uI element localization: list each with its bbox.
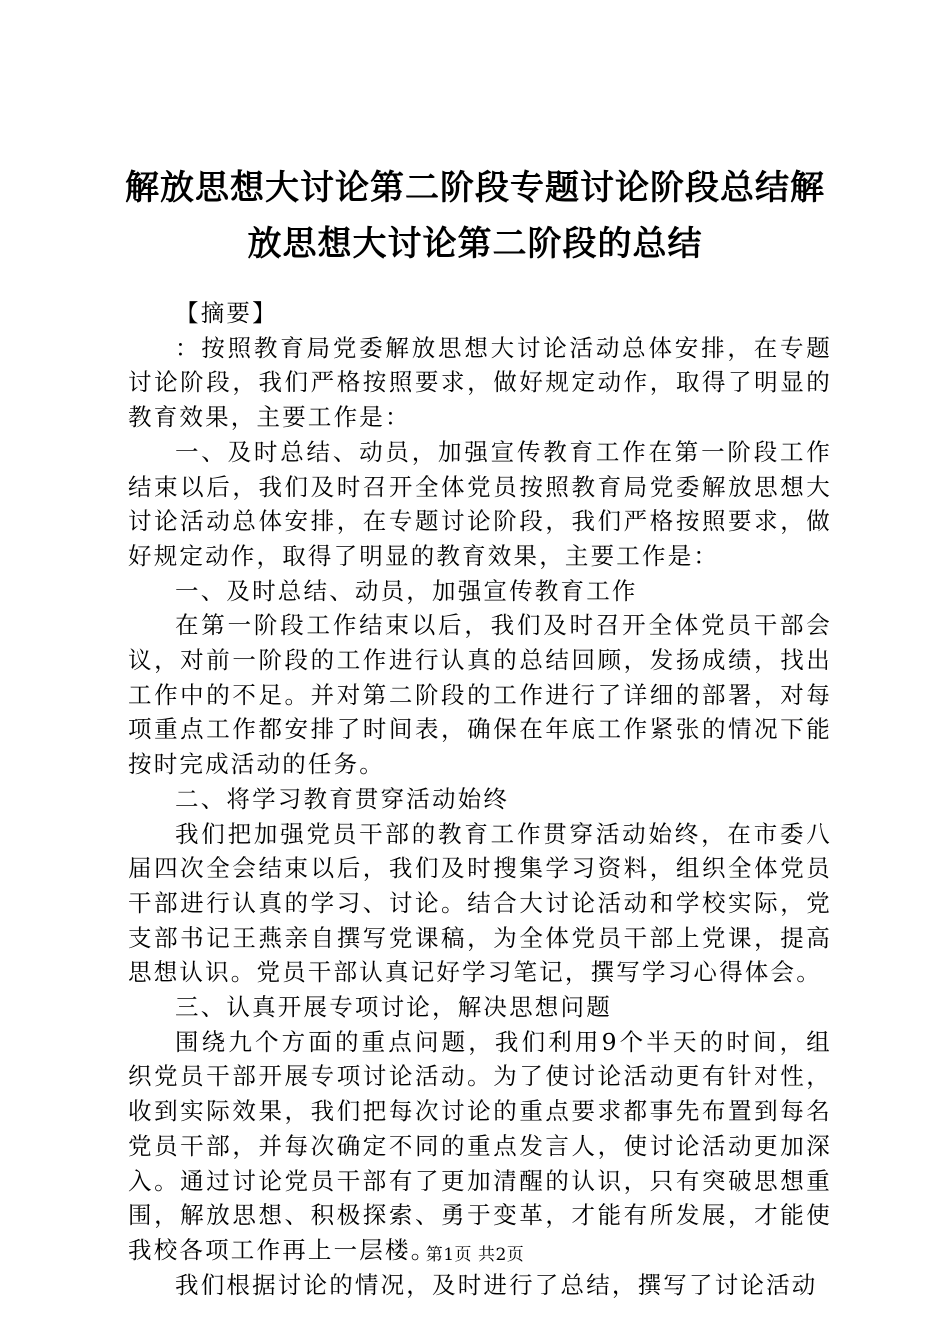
paragraph-5: 我们根据讨论的情况，及时进行了总结，撰写了讨论活动 <box>175 1270 818 1299</box>
section-heading-1: 一、及时总结、动员，加强宣传教育工作 <box>175 576 638 605</box>
page-number-footer: 第1页 共2页 <box>425 1245 525 1265</box>
paragraph-3: 我们把加强党员干部的教育工作贯穿活动始终，在市委八届四次全会结束以后，我们及时搜集学习资料，组织全体党员干部进行认真的学习、讨论。结合大讨论活动和学校实际，党支部书记王燕亲自撰写党课稿，为全体党员干部上党课，提高思想认识。党员干部认真记好学习笔记，撰写学习心得体会。 <box>128 819 832 987</box>
paragraph-2: 在第一阶段工作结束以后，我们及时召开全体党员干部会议，对前一阶段的工作进行认真的总结回顾，发扬成绩，找出工作中的不足。并对第二阶段的工作进行了详细的部署，对每项重点工作都安排了时间表，确保在年底工作紧张的情况下能按时完成活动的任务。 <box>128 611 832 779</box>
abstract-heading: 【摘要】 <box>175 299 278 327</box>
paragraph-1: 一、及时总结、动员，加强宣传教育工作在第一阶段工作结束以后，我们及时召开全体党员按照教育局党委解放思想大讨论活动总体安排，在专题讨论阶段，我们严格按照要求，做好规定动作，取得了明显的教育效果，主要工作是： <box>128 437 832 570</box>
section-heading-3: 三、认真开展专项讨论，解决思想问题 <box>175 993 612 1022</box>
paragraph-4: 围绕九个方面的重点问题，我们利用9个半天的时间，组织党员干部开展专项讨论活动。为了使讨论活动更有针对性，收到实际效果，我们把每次讨论的重点要求都事先布置到每名党员干部，并每次确定不同的重点发言人，使讨论活动更加深入。通过讨论党员干部有了更加清醒的认识，只有突破思想重围，解放思想、积极探索、勇于变革，才能有所发展，才能使我校各项工作再上一层楼。 <box>128 1027 832 1264</box>
document-title: 解放思想大讨论第二阶段专题讨论阶段总结解放思想大讨论第二阶段的总结 <box>125 168 825 264</box>
document-body <box>128 296 832 1302</box>
paragraph-intro: ：按照教育局党委解放思想大讨论活动总体安排，在专题讨论阶段，我们严格按照要求，做好规定动作，取得了明显的教育效果，主要工作是： <box>128 333 832 432</box>
section-heading-2: 二、将学习教育贯穿活动始终 <box>175 784 510 813</box>
